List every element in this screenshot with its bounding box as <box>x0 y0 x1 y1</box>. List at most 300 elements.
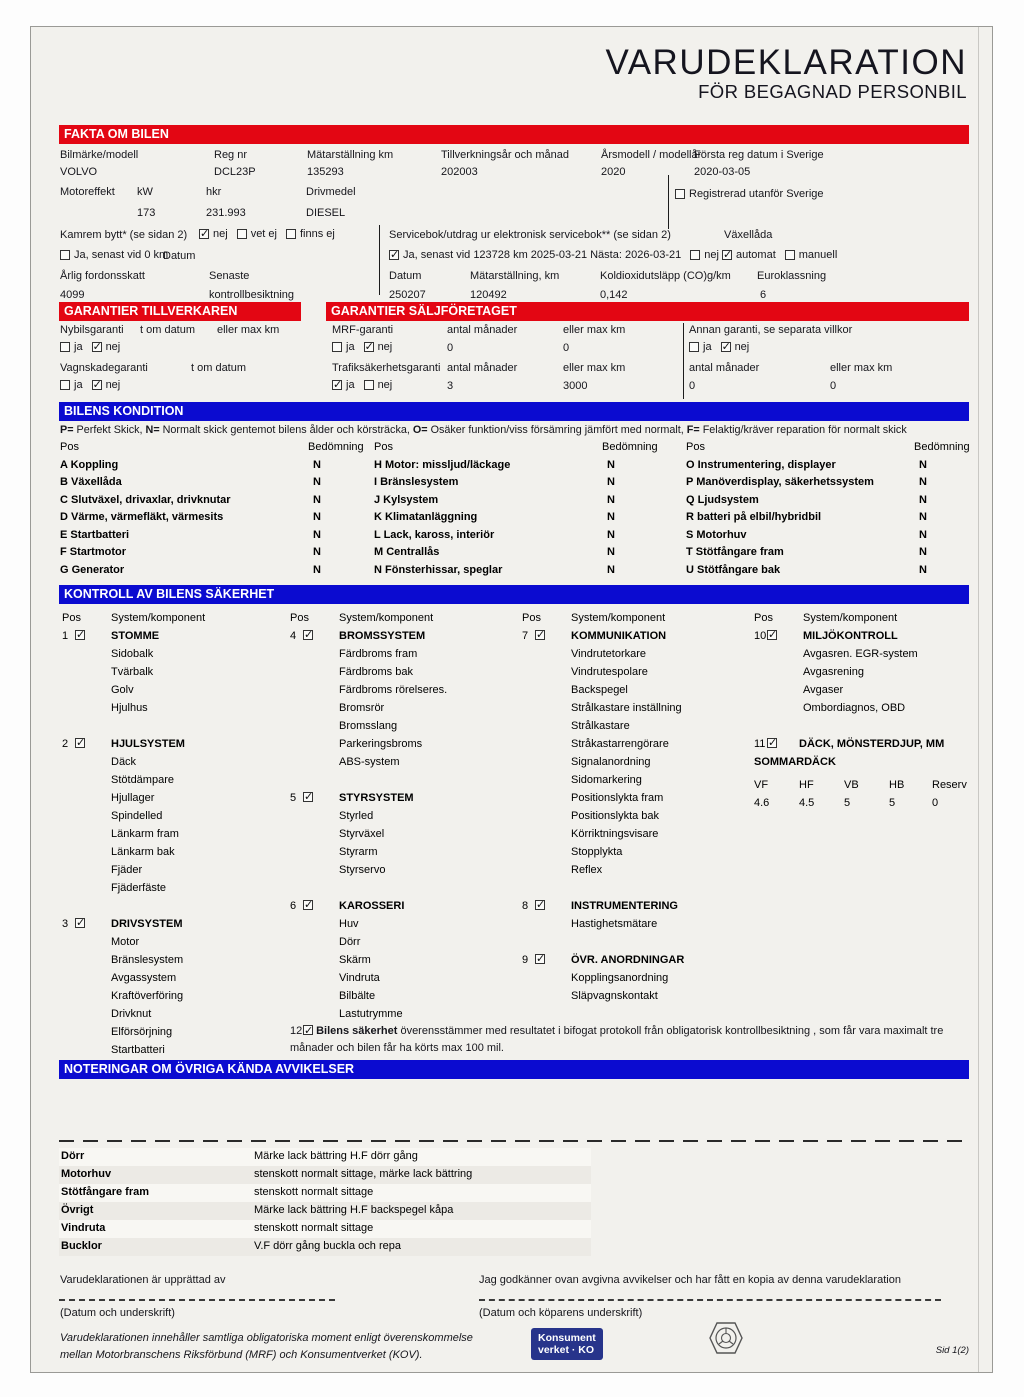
kamrem-checkbox[interactable] <box>286 229 296 239</box>
vagnskade-option <box>92 379 121 391</box>
trafik-checkbox[interactable] <box>332 380 342 390</box>
euro-label: Euroklassning <box>757 270 827 282</box>
kondition-row <box>374 546 664 564</box>
group-item: Lastutrymme <box>339 1008 403 1020</box>
kondition-grade: N <box>919 511 927 523</box>
mrf-options <box>332 341 392 353</box>
matarstallning-value: 120492 <box>470 289 507 301</box>
kondition-item: H Motor: missljud/läckage <box>374 458 511 471</box>
kondition-item: M Centrallås <box>374 546 440 558</box>
fakta-field <box>441 149 569 178</box>
bedomning-header: Bedömning <box>308 441 364 453</box>
fakta-field <box>60 149 138 178</box>
vagnskade-checkbox[interactable] <box>60 380 70 390</box>
kondition-item: O Instrumentering, displayer <box>686 458 836 471</box>
mrf-man-value: 0 <box>447 342 454 354</box>
nybils-checkbox[interactable] <box>60 342 70 352</box>
kondition-row <box>374 529 664 547</box>
notering-text: stenskott normalt sittage <box>254 1186 374 1198</box>
group-item: Spindelled <box>111 810 163 822</box>
field-label: Bilmärke/modell <box>60 149 139 161</box>
notering-text: stenskott normalt sittage <box>254 1222 374 1234</box>
motoreffekt-label: Motoreffekt <box>60 186 115 198</box>
legend-text: Felaktig/kräver reparation för normalt skick <box>699 424 907 436</box>
notering-label: Övrigt <box>61 1204 94 1216</box>
group-head <box>754 630 972 648</box>
pos-header: Pos <box>62 612 81 624</box>
group-item: Vindrutetorkare <box>571 648 647 660</box>
tyre-depth: 4.5 <box>799 797 815 809</box>
page-title: VARUDEKLARATION <box>605 43 967 82</box>
group-item: Styrservo <box>339 864 386 876</box>
group-head <box>754 738 972 756</box>
annan-label: Annan garanti, se separata villkor <box>689 324 853 336</box>
sys-header: System/komponent <box>339 612 434 624</box>
vaxellada-options <box>722 249 837 261</box>
group-title: BROMSSYSTEM <box>339 630 426 642</box>
servicebok-options <box>389 249 719 261</box>
field-label: Första reg datum i Sverige <box>694 149 824 161</box>
notering-row <box>59 1166 591 1184</box>
mrf-label: MRF-garanti <box>332 324 394 336</box>
servicebok-nej-option <box>690 249 719 261</box>
group-item: Sidobalk <box>111 648 154 660</box>
group-item: Startbatteri <box>111 1044 165 1056</box>
kondition-grade: N <box>607 493 615 506</box>
group-number: 1 <box>62 630 69 642</box>
legend-key: O= <box>412 424 428 436</box>
kondition-item: A Koppling <box>60 458 119 471</box>
kamrem-datum-label: Datum <box>163 250 196 262</box>
tyre-depth: 4.6 <box>754 797 770 809</box>
trafik-option-label: ja <box>346 379 355 391</box>
group-item: Däck <box>111 756 137 768</box>
sakerhet-group <box>62 738 280 900</box>
section-header-garanti-salj: GARANTIER SÄLJFÖRETAGET <box>326 302 969 321</box>
kondition-legend <box>60 424 907 436</box>
pos-header: Pos <box>374 441 393 453</box>
notering-text: Märke lack bättring H.F dörr gång <box>254 1150 418 1162</box>
notering-label: Dörr <box>61 1150 85 1162</box>
page-margin-line <box>978 27 979 1372</box>
kondition-col1 <box>60 441 364 581</box>
sys-header: System/komponent <box>803 612 898 624</box>
annan-km-label: eller max km <box>830 362 893 374</box>
group-item: Backspegel <box>571 684 628 696</box>
tyre-col <box>799 779 814 809</box>
tyre-position: VB <box>844 779 859 791</box>
kondition-item: S Motorhuv <box>686 528 747 541</box>
vagnskade-option-label: ja <box>74 379 83 391</box>
group-item: Styrväxel <box>339 828 385 840</box>
mrf-option <box>332 341 355 353</box>
notering-label: Stötfångare fram <box>61 1186 150 1198</box>
group-item: Vindruta <box>339 972 380 984</box>
group-checkbox[interactable] <box>75 918 85 928</box>
fakta-row1 <box>60 149 960 185</box>
skatt-label: Årlig fordonsskatt <box>60 270 145 282</box>
trafik-label: Trafiksäkerhetsgaranti <box>332 362 441 374</box>
trafik-km-value: 3000 <box>563 380 588 392</box>
group-item: Sidomarkering <box>571 774 642 786</box>
kondition-grade: N <box>607 458 615 471</box>
mrf-km-label: eller max km <box>563 324 626 336</box>
group-number: 3 <box>62 918 69 930</box>
kondition-item: N Fönsterhissar, speglar <box>374 563 503 576</box>
kamrem-checkbox[interactable] <box>237 229 247 239</box>
kamrem-ja-label: Ja, senast vid 0 km <box>74 249 169 261</box>
annan-checkbox[interactable] <box>721 342 731 352</box>
section-header-garanti-tillverkare: GARANTIER TILLVERKAREN <box>59 302 301 321</box>
vaxellada-option-label: automat <box>736 249 776 261</box>
dashed-separator <box>59 1140 969 1142</box>
group-checkbox[interactable] <box>767 738 777 748</box>
group-head <box>62 630 280 648</box>
group-item: Elförsörjning <box>111 1026 173 1038</box>
group-item: ABS-system <box>339 756 400 768</box>
konsumentverket-badge <box>531 1328 603 1360</box>
group-item: Bränslesystem <box>111 954 184 966</box>
annan-km-value: 0 <box>830 380 837 392</box>
group-item: Avgaser <box>803 684 844 696</box>
kondition-grade: N <box>607 546 615 558</box>
sakerhet-group <box>522 630 740 882</box>
sakerhet-group <box>522 900 740 936</box>
group-item: Ombordiagnos, OBD <box>803 702 906 714</box>
vaxellada-label: Växellåda <box>724 229 773 241</box>
signature-line-seller[interactable] <box>59 1299 335 1301</box>
legend-text: Perfekt Skick, <box>73 424 146 436</box>
kondition-row <box>374 476 664 494</box>
nybils-col2: eller max km <box>217 324 280 336</box>
group-item: Släpvagnskontakt <box>571 990 658 1002</box>
group-number: 7 <box>522 630 529 642</box>
annan-option <box>689 341 712 353</box>
kamrem-option <box>199 228 228 240</box>
group-item: Huv <box>339 918 359 930</box>
group-checkbox[interactable] <box>303 792 313 802</box>
field-value: 2020 <box>601 166 626 178</box>
group-item: Hjulhus <box>111 702 148 714</box>
group-item: Strålkastare inställning <box>571 702 682 714</box>
notering-text: Märke lack bättring H.F backspegel kåpa <box>254 1204 454 1216</box>
group-item: Avgassystem <box>111 972 177 984</box>
vagnskade-label: Vagnskadegaranti <box>60 362 148 374</box>
kamrem-option-label: vet ej <box>250 228 277 240</box>
kondition-row <box>374 459 664 477</box>
servicebok-label: Servicebok/utdrag ur elektronisk servicebok** (se sidan 2) <box>389 229 671 241</box>
field-value: 135293 <box>307 166 344 178</box>
mrf-checkbox[interactable] <box>364 342 374 352</box>
drivmedel-value: DIESEL <box>306 207 346 219</box>
notering-label: Vindruta <box>61 1222 106 1234</box>
group-head <box>62 918 280 936</box>
trafik-man-value: 3 <box>447 380 454 392</box>
group-checkbox[interactable] <box>535 630 545 640</box>
kondition-row <box>60 511 360 529</box>
kondition-item: U Stötfångare bak <box>686 563 781 576</box>
nybils-option <box>92 341 121 353</box>
tyre-col <box>754 779 769 809</box>
vagnskade-checkbox[interactable] <box>92 380 102 390</box>
mrf-checkbox[interactable] <box>332 342 342 352</box>
approve-label: Jag godkänner ovan avgivna avvikelser och har fått en kopia av denna varudeklaration <box>479 1274 901 1286</box>
sys-header: System/komponent <box>111 612 206 624</box>
kondition-head <box>686 441 971 459</box>
kamrem-option <box>237 228 277 240</box>
group-item: Styrled <box>339 810 374 822</box>
servicebok-nej-label: nej <box>704 249 719 261</box>
vaxellada-option <box>785 249 838 261</box>
group-item: Bromsslang <box>339 720 398 732</box>
sakerhet-group <box>62 918 280 1062</box>
vagnskade-option <box>60 379 83 391</box>
kondition-item: D Värme, värmefläkt, värmesits <box>60 511 224 523</box>
kondition-grade: N <box>313 493 321 506</box>
group-item: Stråkastarrengörare <box>571 738 669 750</box>
kondition-grade: N <box>313 458 321 471</box>
nybils-checkbox[interactable] <box>92 342 102 352</box>
notering-row <box>59 1184 591 1202</box>
group-item: Motor <box>111 936 140 948</box>
group-item: Positionslykta bak <box>571 810 660 822</box>
legend-key: P= <box>60 424 74 436</box>
mrf-option-label: nej <box>377 341 393 353</box>
annan-man-label: antal månader <box>689 362 760 374</box>
group-number: 4 <box>290 630 297 642</box>
group-item: Golv <box>111 684 134 696</box>
group-title: INSTRUMENTERING <box>571 900 678 912</box>
group-checkbox[interactable] <box>303 900 313 910</box>
kondition-item: F Startmotor <box>60 546 126 558</box>
kondition-row <box>60 564 360 582</box>
field-label: Tillverkningsår och månad <box>441 149 569 161</box>
trafik-man-label: antal månader <box>447 362 518 374</box>
group-head <box>522 954 740 972</box>
note-text: överensstämmer med resultatet i bifogat protokoll från obligatorisk kontrollbesiktning , som får vara maximalt tre månader och bilen får ha körts max 100 mil. <box>290 1025 944 1054</box>
pos-header: Pos <box>522 612 541 624</box>
sakerhet-col1 <box>62 612 280 1080</box>
noteringar-table <box>59 1148 591 1256</box>
mrf-km-value: 0 <box>563 342 570 354</box>
kamrem-option <box>286 228 335 240</box>
group-checkbox[interactable] <box>767 630 777 640</box>
tyre-col <box>932 779 967 809</box>
annan-option <box>721 341 750 353</box>
registrerad-label: Registrerad utanför Sverige <box>689 188 824 200</box>
sakerhet-col4 <box>754 612 972 835</box>
group-title: DÄCK, MÖNSTERDJUP, MM <box>799 738 945 750</box>
group-checkbox[interactable] <box>75 738 85 748</box>
legend-text: Normalt skick gentemot bilens ålder och körsträcka, <box>159 424 413 436</box>
sakerhet-group <box>522 954 740 1008</box>
servicebok-ja-label: Ja, senast vid 123728 km 2025-03-21 Nästa: 2026-03-21 <box>403 249 682 261</box>
field-value: DCL23P <box>214 166 256 178</box>
group-checkbox[interactable] <box>75 630 85 640</box>
kondition-item: C Slutväxel, drivaxlar, drivknutar <box>60 493 231 506</box>
notering-text: stenskott normalt sittage, märke lack bättring <box>254 1168 473 1180</box>
kondition-row <box>60 494 360 512</box>
kondition-row <box>686 564 971 582</box>
group-head <box>290 792 508 810</box>
tyre-depth: 5 <box>889 797 896 809</box>
skatt-value: 4099 <box>60 289 85 301</box>
euro-value: 6 <box>760 289 767 301</box>
notering-row <box>59 1238 591 1256</box>
servicebok-ja-checkbox[interactable] <box>389 250 399 260</box>
group-title: DRIVSYSTEM <box>111 918 183 930</box>
annan-checkbox[interactable] <box>689 342 699 352</box>
kondition-item: Q Ljudsystem <box>686 493 759 506</box>
mrf-option <box>364 341 393 353</box>
kondition-grade: N <box>313 546 321 558</box>
nybils-options <box>60 341 120 353</box>
servicebok-nej-checkbox[interactable] <box>690 250 700 260</box>
sakerhet-head <box>290 612 508 630</box>
field-label: Årsmodell / modellår <box>601 149 702 161</box>
dack-group <box>754 738 972 817</box>
sign-left-caption: (Datum och underskrift) <box>60 1307 175 1319</box>
drivmedel-label: Drivmedel <box>306 186 356 198</box>
group-checkbox[interactable] <box>535 954 545 964</box>
pos-header: Pos <box>60 441 79 453</box>
vagnskade-option-label: nej <box>105 379 121 391</box>
sakerhet-group <box>290 900 508 1026</box>
group-title: KAROSSERI <box>339 900 405 912</box>
kondition-head <box>374 441 664 459</box>
kondition-grade: N <box>607 511 615 523</box>
divider <box>668 175 669 229</box>
kondition-row <box>686 529 971 547</box>
group-item: Färdbroms rörelseres. <box>339 684 448 696</box>
mrf-man-label: antal månader <box>447 324 518 336</box>
kondition-row <box>686 494 971 512</box>
registrerad-option <box>675 188 824 200</box>
kw-value: 173 <box>137 207 156 219</box>
group-item: Tvärbalk <box>111 666 154 678</box>
kondition-head <box>60 441 364 459</box>
notering-label: Bucklor <box>61 1240 102 1252</box>
sys-header: System/komponent <box>571 612 666 624</box>
kamrem-options <box>199 228 335 240</box>
kondition-grade: N <box>313 563 321 576</box>
group-item: Stötdämpare <box>111 774 174 786</box>
note-12 <box>290 1023 966 1056</box>
group-number: 5 <box>290 792 297 804</box>
kondition-row <box>686 546 971 564</box>
sakerhet-group <box>290 630 508 774</box>
group-checkbox[interactable] <box>535 900 545 910</box>
trafik-checkbox[interactable] <box>364 380 374 390</box>
bedomning-header: Bedömning <box>602 441 658 453</box>
kamrem-ja-checkbox[interactable] <box>60 250 70 260</box>
group-item: Körriktningsvisare <box>571 828 659 840</box>
kondition-grade: N <box>919 493 927 506</box>
kondition-grade: N <box>313 476 321 488</box>
kondition-row <box>374 511 664 529</box>
kondition-row <box>60 459 360 477</box>
fakta-field <box>214 149 256 178</box>
kw-label: kW <box>137 186 153 198</box>
tyre-col <box>844 779 859 809</box>
kondition-item: P Manöverdisplay, säkerhetssystem <box>686 476 874 488</box>
kamrem-label: Kamrem bytt* (se sidan 2) <box>60 229 188 241</box>
vaxellada-checkbox[interactable] <box>722 250 732 260</box>
group-number: 6 <box>290 900 297 912</box>
title-block <box>605 43 967 103</box>
note-checkbox[interactable] <box>303 1025 313 1035</box>
kondition-col2 <box>374 441 664 581</box>
fakta-field <box>307 149 393 178</box>
vaxellada-option-label: manuell <box>798 249 838 261</box>
note-bold: Bilens säkerhet <box>316 1025 398 1037</box>
hkr-label: hkr <box>206 186 222 198</box>
group-item: Positionslykta fram <box>571 792 664 804</box>
kondition-row <box>60 476 360 494</box>
kondition-grade: N <box>919 476 927 488</box>
datum-label: Datum <box>389 270 422 282</box>
kondition-item: R batteri på elbil/hybridbil <box>686 511 822 523</box>
group-title: MILJÖKONTROLL <box>803 630 898 642</box>
group-item: Parkeringsbroms <box>339 738 423 750</box>
group-item: Bromsrör <box>339 702 385 714</box>
tyre-table <box>754 779 972 817</box>
section-header-noteringar: NOTERINGAR OM ÖVRIGA KÄNDA AVVIKELSER <box>59 1060 969 1079</box>
note-number: 12 <box>290 1025 303 1037</box>
sakerhet-head <box>62 612 280 630</box>
tyre-position: Reserv <box>932 779 967 791</box>
tyre-depth: 0 <box>932 797 939 809</box>
group-item: Strålkastare <box>571 720 630 732</box>
signature-line-buyer[interactable] <box>479 1299 941 1301</box>
disclaimer-text: Varudeklarationen innehåller samtliga obligatoriska moment enligt överenskommelse mellan Motorbranschens Riksförbund (MRF) och Konsumentverket (KOV). <box>60 1332 473 1361</box>
nybils-option-label: nej <box>105 341 121 353</box>
group-number: 2 <box>62 738 69 750</box>
group-item: Bilbälte <box>339 990 376 1002</box>
kondition-row <box>686 459 971 477</box>
servicebok-ja-option <box>389 249 681 261</box>
fakta-field <box>601 149 701 178</box>
nybils-option-label: ja <box>74 341 83 353</box>
kondition-row <box>686 511 971 529</box>
sign-right-caption: (Datum och köparens underskrift) <box>479 1307 643 1319</box>
kondition-item: T Stötfångare fram <box>686 546 784 558</box>
besiktning-label1: Senaste <box>209 270 250 282</box>
group-item: Länkarm fram <box>111 828 179 840</box>
group-head <box>522 900 740 918</box>
field-label: Reg nr <box>214 149 248 161</box>
group-item: Kraftöverföring <box>111 990 184 1002</box>
field-value: VOLVO <box>60 166 98 178</box>
document-page <box>30 26 993 1373</box>
mrf-option-label: ja <box>346 341 355 353</box>
registrerad-checkbox[interactable] <box>675 189 685 199</box>
koldioxid-value: 0,142 <box>600 289 628 301</box>
group-checkbox[interactable] <box>303 630 313 640</box>
kamrem-checkbox[interactable] <box>199 229 209 239</box>
annan-man-value: 0 <box>689 380 696 392</box>
vaxellada-checkbox[interactable] <box>785 250 795 260</box>
vagnskade-options <box>60 379 120 391</box>
group-item: Hastighetsmätare <box>571 918 658 930</box>
kondition-grade: N <box>313 511 321 523</box>
trafik-option <box>332 379 355 391</box>
group-head <box>290 900 508 918</box>
group-title: STYRSYSTEM <box>339 792 414 804</box>
group-item: Avgasren. EGR-system <box>803 648 918 660</box>
kondition-grade: N <box>919 528 927 541</box>
kondition-item: E Startbatteri <box>60 528 130 541</box>
